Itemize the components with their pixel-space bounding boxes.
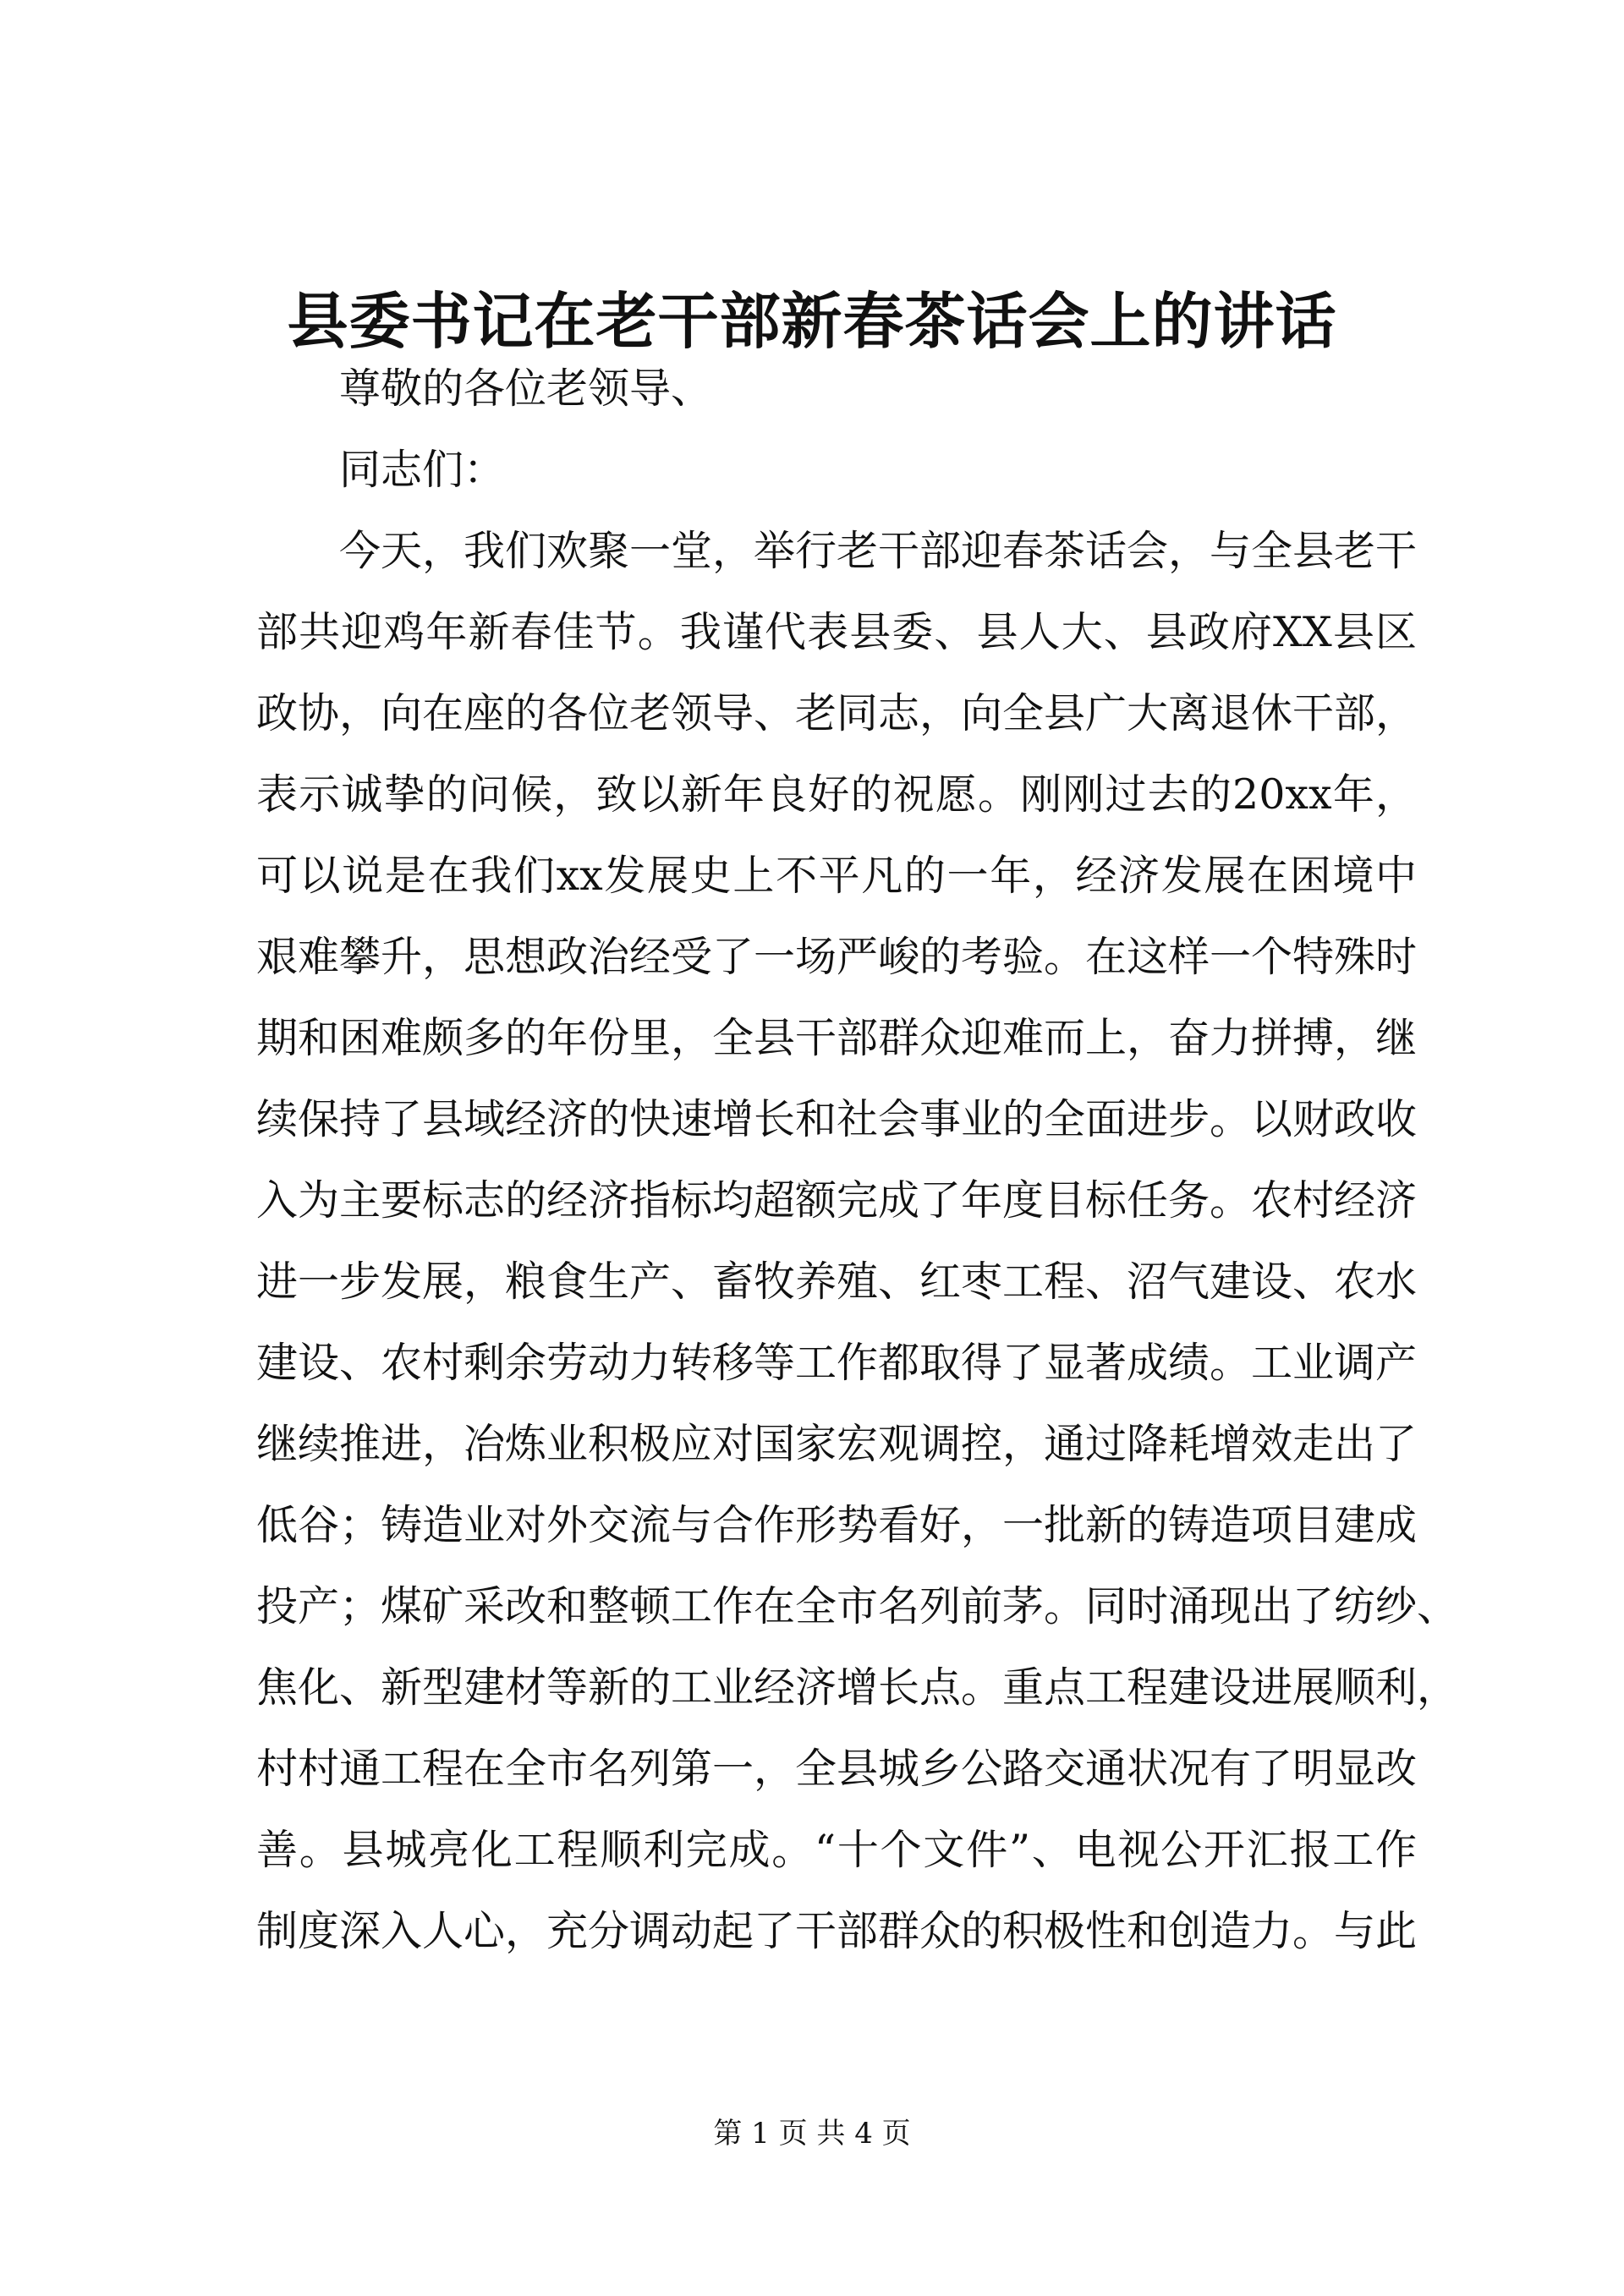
paragraph-line: 低谷；铸造业对外交流与合作形势看好，一批新的铸造项目建成 <box>256 1501 1418 1549</box>
paragraph-line: 续保持了县域经济的快速增长和社会事业的全面进步。以财政收 <box>256 1095 1418 1143</box>
paragraph-line: 艰难攀升，思想政治经受了一场严峻的考验。在这样一个特殊时 <box>256 933 1418 981</box>
document-body <box>256 348 1459 1972</box>
paragraph-line: 建设、农村剩余劳动力转移等工作都取得了显著成绩。工业调产 <box>256 1339 1418 1387</box>
salutation-line: 尊敬的各位老领导、 <box>339 364 713 413</box>
paragraph-line: 期和困难颇多的年份里，全县干部群众迎难而上，奋力拼搏，继 <box>256 1014 1418 1062</box>
paragraph-line: 焦化、新型建材等新的工业经济增长点。重点工程建设进展顺利， <box>256 1663 1459 1712</box>
paragraph-line: 进一步发展，粮食生产、畜牧养殖、红枣工程、沼气建设、农水 <box>256 1258 1418 1306</box>
paragraph-line: 今天，我们欢聚一堂，举行老干部迎春茶话会，与全县老干 <box>339 527 1418 575</box>
paragraph-line: 政协，向在座的各位老领导、老同志，向全县广大离退休干部， <box>256 689 1418 737</box>
paragraph-line: 善。县城亮化工程顺利完成。“十个文件”、电视公开汇报工作 <box>256 1826 1417 1874</box>
document-title: 县委书记在老干部新春茶话会上的讲话 <box>287 285 1337 357</box>
paragraph-line: 入为主要标志的经济指标均超额完成了年度目标任务。农村经济 <box>256 1176 1418 1225</box>
paragraph-line: 可以说是在我们xx发展史上不平凡的一年，经济发展在困境中 <box>256 852 1417 900</box>
paragraph-line: 部共迎鸡年新春佳节。我谨代表县委、县人大、县政府XX县区 <box>256 608 1417 656</box>
salutation-line: 同志们： <box>339 446 506 494</box>
paragraph-line: 表示诚挚的问候，致以新年良好的祝愿。刚刚过去的20xx年， <box>256 770 1417 819</box>
paragraph-line: 继续推进，冶炼业积极应对国家宏观调控，通过降耗增效走出了 <box>256 1420 1418 1468</box>
paragraph-line: 制度深入人心，充分调动起了干部群众的积极性和创造力。与此 <box>256 1907 1418 1955</box>
paragraph-line: 村村通工程在全市名列第一，全县城乡公路交通状况有了明显改 <box>256 1745 1418 1793</box>
paragraph-line: 投产；煤矿采改和整顿工作在全市名列前茅。同时涌现出了纺纱、 <box>256 1582 1459 1630</box>
page-number-footer: 第 1 页 共 4 页 <box>713 2117 911 2151</box>
